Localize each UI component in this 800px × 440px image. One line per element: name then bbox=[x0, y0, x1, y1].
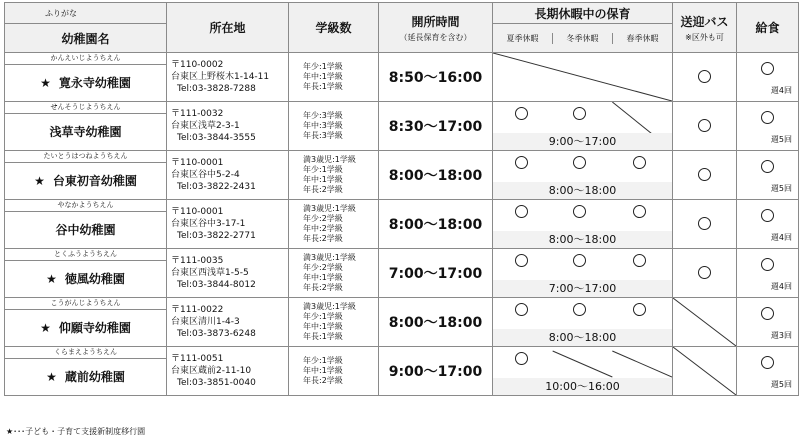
kindergarten-address bbox=[167, 347, 289, 396]
kindergarten-row bbox=[5, 200, 799, 212]
lunch-frequency: 週5回 bbox=[770, 380, 792, 389]
new-system-star-icon: ★ bbox=[46, 272, 57, 287]
bus-service bbox=[673, 249, 737, 298]
street-address: 台東区浅草2-3-1 bbox=[171, 121, 240, 131]
kindergarten-address bbox=[167, 53, 289, 102]
telephone: Tel:03-3844-3555 bbox=[177, 133, 256, 143]
lunch-service bbox=[737, 298, 799, 347]
header-name: 幼稚園名 bbox=[5, 24, 167, 53]
header-bus-sub: ※区外も可 bbox=[685, 32, 724, 42]
class-list bbox=[289, 200, 379, 249]
header-holiday: 長期休暇中の保育 bbox=[493, 3, 673, 24]
spring-available-icon bbox=[633, 254, 646, 267]
lunch-frequency: 週3回 bbox=[770, 331, 792, 340]
bus-none-slash bbox=[673, 298, 736, 346]
holiday-care bbox=[493, 347, 673, 396]
summer-available-icon bbox=[515, 107, 528, 120]
holiday-care bbox=[493, 53, 673, 102]
opening-hours: 8:00～18:00 bbox=[379, 200, 493, 249]
kindergarten-name: 谷中幼稚園 bbox=[55, 223, 116, 238]
lunch-frequency: 週4回 bbox=[770, 282, 792, 291]
kindergarten-address bbox=[167, 151, 289, 200]
header-hours-label: 開所時間 bbox=[411, 14, 460, 29]
lunch-available-icon bbox=[761, 209, 774, 222]
class-list bbox=[289, 53, 379, 102]
kindergarten-name-cell bbox=[5, 309, 167, 346]
telephone: Tel:03-3828-7288 bbox=[177, 84, 256, 94]
winter-available-icon bbox=[573, 254, 586, 267]
winter-available-icon bbox=[573, 107, 586, 120]
bus-service bbox=[673, 298, 737, 347]
telephone: Tel:03-3844-8012 bbox=[177, 280, 256, 290]
winter-none-slash bbox=[553, 351, 613, 377]
street-address: 台東区蔵前2-11-10 bbox=[171, 366, 252, 376]
lunch-available-icon bbox=[761, 258, 774, 271]
kindergarten-row bbox=[5, 249, 799, 261]
postal-code: 〒111-0032 bbox=[171, 109, 224, 119]
class-count: 年長:3学級 bbox=[303, 131, 343, 140]
kindergarten-name: 徳風幼稚園 bbox=[64, 272, 125, 287]
lunch-available-icon bbox=[761, 356, 774, 369]
bus-available-icon bbox=[698, 266, 711, 279]
holiday-none-slash bbox=[493, 53, 672, 101]
new-system-star-icon: ★ bbox=[40, 76, 51, 91]
class-count: 年少:1学級 bbox=[303, 312, 343, 321]
not-available-marks bbox=[673, 347, 736, 395]
bus-available-icon bbox=[698, 217, 711, 230]
class-count: 満3歳児:1学級 bbox=[303, 302, 356, 311]
class-count: 年長:2学級 bbox=[303, 185, 343, 194]
street-address: 台東区谷中3-17-1 bbox=[171, 219, 246, 229]
new-system-star-icon: ★ bbox=[46, 370, 57, 385]
kindergarten-furigana: やなかようちえん bbox=[5, 200, 167, 212]
footnote: ★･･･子ども・子育て支援新制度移行園 bbox=[6, 427, 146, 436]
lunch-frequency: 週4回 bbox=[770, 233, 792, 242]
lunch-available-icon bbox=[761, 111, 774, 124]
bus-service bbox=[673, 200, 737, 249]
street-address: 台東区谷中5-2-4 bbox=[171, 170, 240, 180]
lunch-service bbox=[737, 151, 799, 200]
header-spring: 春季休暇 bbox=[612, 33, 672, 44]
holiday-hours: 8:00～18:00 bbox=[493, 329, 672, 346]
bus-none-slash bbox=[673, 347, 736, 395]
holiday-care bbox=[493, 102, 673, 151]
kindergarten-name-cell bbox=[5, 64, 167, 101]
class-list bbox=[289, 102, 379, 151]
header-classes: 学級数 bbox=[289, 3, 379, 53]
class-count: 年中:1学級 bbox=[303, 322, 343, 331]
header-winter: 冬季休暇 bbox=[552, 33, 612, 44]
spring-none-slash bbox=[612, 351, 672, 377]
postal-code: 〒111-0051 bbox=[171, 354, 224, 364]
opening-hours: 8:30～17:00 bbox=[379, 102, 493, 151]
holiday-hours: 8:00～18:00 bbox=[493, 231, 672, 248]
header-bus bbox=[673, 3, 737, 53]
kindergarten-row bbox=[5, 347, 799, 359]
not-available-marks bbox=[493, 53, 672, 101]
telephone: Tel:03-3822-2771 bbox=[177, 231, 256, 241]
spring-available-icon bbox=[633, 205, 646, 218]
bus-available-icon bbox=[698, 168, 711, 181]
winter-available-icon bbox=[573, 156, 586, 169]
postal-code: 〒111-0035 bbox=[171, 256, 224, 266]
summer-available-icon bbox=[515, 254, 528, 267]
summer-available-icon bbox=[515, 352, 528, 365]
class-count: 年中:3学級 bbox=[303, 121, 343, 130]
lunch-frequency: 週4回 bbox=[770, 86, 792, 95]
class-count: 満3歳児:1学級 bbox=[303, 204, 356, 213]
class-count: 年中:1学級 bbox=[303, 273, 343, 282]
winter-available-icon bbox=[573, 205, 586, 218]
kindergarten-name: 台東初音幼稚園 bbox=[52, 174, 137, 189]
holiday-hours: 7:00～17:00 bbox=[493, 280, 672, 297]
class-count: 満3歳児:1学級 bbox=[303, 155, 356, 164]
header-hours bbox=[379, 3, 493, 53]
kindergarten-name: 寛永寺幼稚園 bbox=[58, 76, 131, 91]
class-count: 年長:1学級 bbox=[303, 82, 343, 91]
kindergarten-name-cell bbox=[5, 113, 167, 150]
holiday-hours: 8:00～18:00 bbox=[493, 182, 672, 199]
class-count: 年長:2学級 bbox=[303, 376, 343, 385]
kindergarten-row bbox=[5, 53, 799, 65]
bus-service bbox=[673, 347, 737, 396]
kindergarten-name-cell bbox=[5, 211, 167, 248]
holiday-care bbox=[493, 151, 673, 200]
lunch-service bbox=[737, 102, 799, 151]
bus-service bbox=[673, 53, 737, 102]
class-count: 年長:1学級 bbox=[303, 332, 343, 341]
lunch-service bbox=[737, 249, 799, 298]
kindergarten-furigana: かんえいじようちえん bbox=[5, 53, 167, 65]
class-count: 年少:1学級 bbox=[303, 165, 343, 174]
header-seasons bbox=[493, 24, 673, 53]
bus-service bbox=[673, 102, 737, 151]
lunch-service bbox=[737, 53, 799, 102]
class-count: 年少:3学級 bbox=[303, 111, 343, 120]
lunch-service bbox=[737, 347, 799, 396]
class-list bbox=[289, 298, 379, 347]
kindergarten-furigana: とくふうようちえん bbox=[5, 249, 167, 261]
street-address: 台東区西浅草1-5-5 bbox=[171, 268, 249, 278]
street-address: 台東区清川1-4-3 bbox=[171, 317, 240, 327]
telephone: Tel:03-3822-2431 bbox=[177, 182, 256, 192]
opening-hours: 7:00～17:00 bbox=[379, 249, 493, 298]
postal-code: 〒111-0022 bbox=[171, 305, 224, 315]
class-count: 年長:2学級 bbox=[303, 283, 343, 292]
spring-available-icon bbox=[633, 303, 646, 316]
class-list bbox=[289, 151, 379, 200]
kindergarten-furigana: たいとうはつねようちえん bbox=[5, 151, 167, 163]
opening-hours: 9:00～17:00 bbox=[379, 347, 493, 396]
kindergarten-row bbox=[5, 151, 799, 163]
class-count: 年少:2学級 bbox=[303, 263, 343, 272]
kindergarten-address bbox=[167, 298, 289, 347]
class-list bbox=[289, 347, 379, 396]
header-lunch: 給食 bbox=[737, 3, 799, 53]
lunch-service bbox=[737, 200, 799, 249]
class-count: 年少:1学級 bbox=[303, 62, 343, 71]
kindergarten-table bbox=[4, 2, 798, 396]
kindergarten-address bbox=[167, 102, 289, 151]
telephone: Tel:03-3851-0040 bbox=[177, 378, 256, 388]
header-hours-sub: （延長保育を含む） bbox=[399, 32, 472, 42]
summer-available-icon bbox=[515, 156, 528, 169]
telephone: Tel:03-3873-6248 bbox=[177, 329, 256, 339]
class-count: 年中:2学級 bbox=[303, 224, 343, 233]
lunch-frequency: 週5回 bbox=[770, 135, 792, 144]
kindergarten-furigana: せんそうじようちえん bbox=[5, 102, 167, 114]
kindergarten-name-cell bbox=[5, 162, 167, 199]
kindergarten-name: 浅草寺幼稚園 bbox=[49, 125, 122, 140]
postal-code: 〒110-0001 bbox=[171, 158, 224, 168]
class-count: 年中:1学級 bbox=[303, 175, 343, 184]
holiday-hours: 10:00～16:00 bbox=[493, 378, 672, 395]
spring-available-icon bbox=[633, 156, 646, 169]
lunch-frequency: 週5回 bbox=[770, 184, 792, 193]
opening-hours: 8:00～18:00 bbox=[379, 151, 493, 200]
lunch-available-icon bbox=[761, 307, 774, 320]
class-count: 年中:1学級 bbox=[303, 72, 343, 81]
kindergarten-name-cell bbox=[5, 358, 167, 395]
summer-available-icon bbox=[515, 205, 528, 218]
class-list bbox=[289, 249, 379, 298]
postal-code: 〒110-0002 bbox=[171, 60, 224, 70]
kindergarten-name: 蔵前幼稚園 bbox=[64, 370, 125, 385]
winter-available-icon bbox=[573, 303, 586, 316]
holiday-care bbox=[493, 298, 673, 347]
kindergarten-row bbox=[5, 298, 799, 310]
opening-hours: 8:00～18:00 bbox=[379, 298, 493, 347]
bus-available-icon bbox=[698, 70, 711, 83]
kindergarten-furigana: こうがんじようちえん bbox=[5, 298, 167, 310]
street-address: 台東区上野桜木1-14-11 bbox=[171, 72, 270, 82]
kindergarten-furigana: くらまえようちえん bbox=[5, 347, 167, 359]
kindergarten-address bbox=[167, 200, 289, 249]
bus-available-icon bbox=[698, 119, 711, 132]
header-furigana: ふりがな bbox=[5, 3, 167, 24]
kindergarten-name: 仰願寺幼稚園 bbox=[58, 321, 131, 336]
kindergarten-row bbox=[5, 102, 799, 114]
class-count: 年長:2学級 bbox=[303, 234, 343, 243]
holiday-hours: 9:00～17:00 bbox=[493, 133, 672, 150]
summer-available-icon bbox=[515, 303, 528, 316]
class-count: 満3歳児:1学級 bbox=[303, 253, 356, 262]
holiday-care bbox=[493, 200, 673, 249]
class-count: 年少:2学級 bbox=[303, 214, 343, 223]
opening-hours: 8:50～16:00 bbox=[379, 53, 493, 102]
bus-service bbox=[673, 151, 737, 200]
postal-code: 〒110-0001 bbox=[171, 207, 224, 217]
new-system-star-icon: ★ bbox=[34, 174, 45, 189]
new-system-star-icon: ★ bbox=[40, 321, 51, 336]
header-address: 所在地 bbox=[167, 3, 289, 53]
holiday-care bbox=[493, 249, 673, 298]
header-bus-label: 送迎バス bbox=[680, 14, 729, 29]
lunch-available-icon bbox=[761, 62, 774, 75]
kindergarten-name-cell bbox=[5, 260, 167, 297]
lunch-available-icon bbox=[761, 160, 774, 173]
not-available-marks bbox=[673, 298, 736, 346]
kindergarten-address bbox=[167, 249, 289, 298]
class-count: 年中:1学級 bbox=[303, 366, 343, 375]
class-count: 年少:1学級 bbox=[303, 356, 343, 365]
header-summer: 夏季休暇 bbox=[506, 33, 539, 43]
